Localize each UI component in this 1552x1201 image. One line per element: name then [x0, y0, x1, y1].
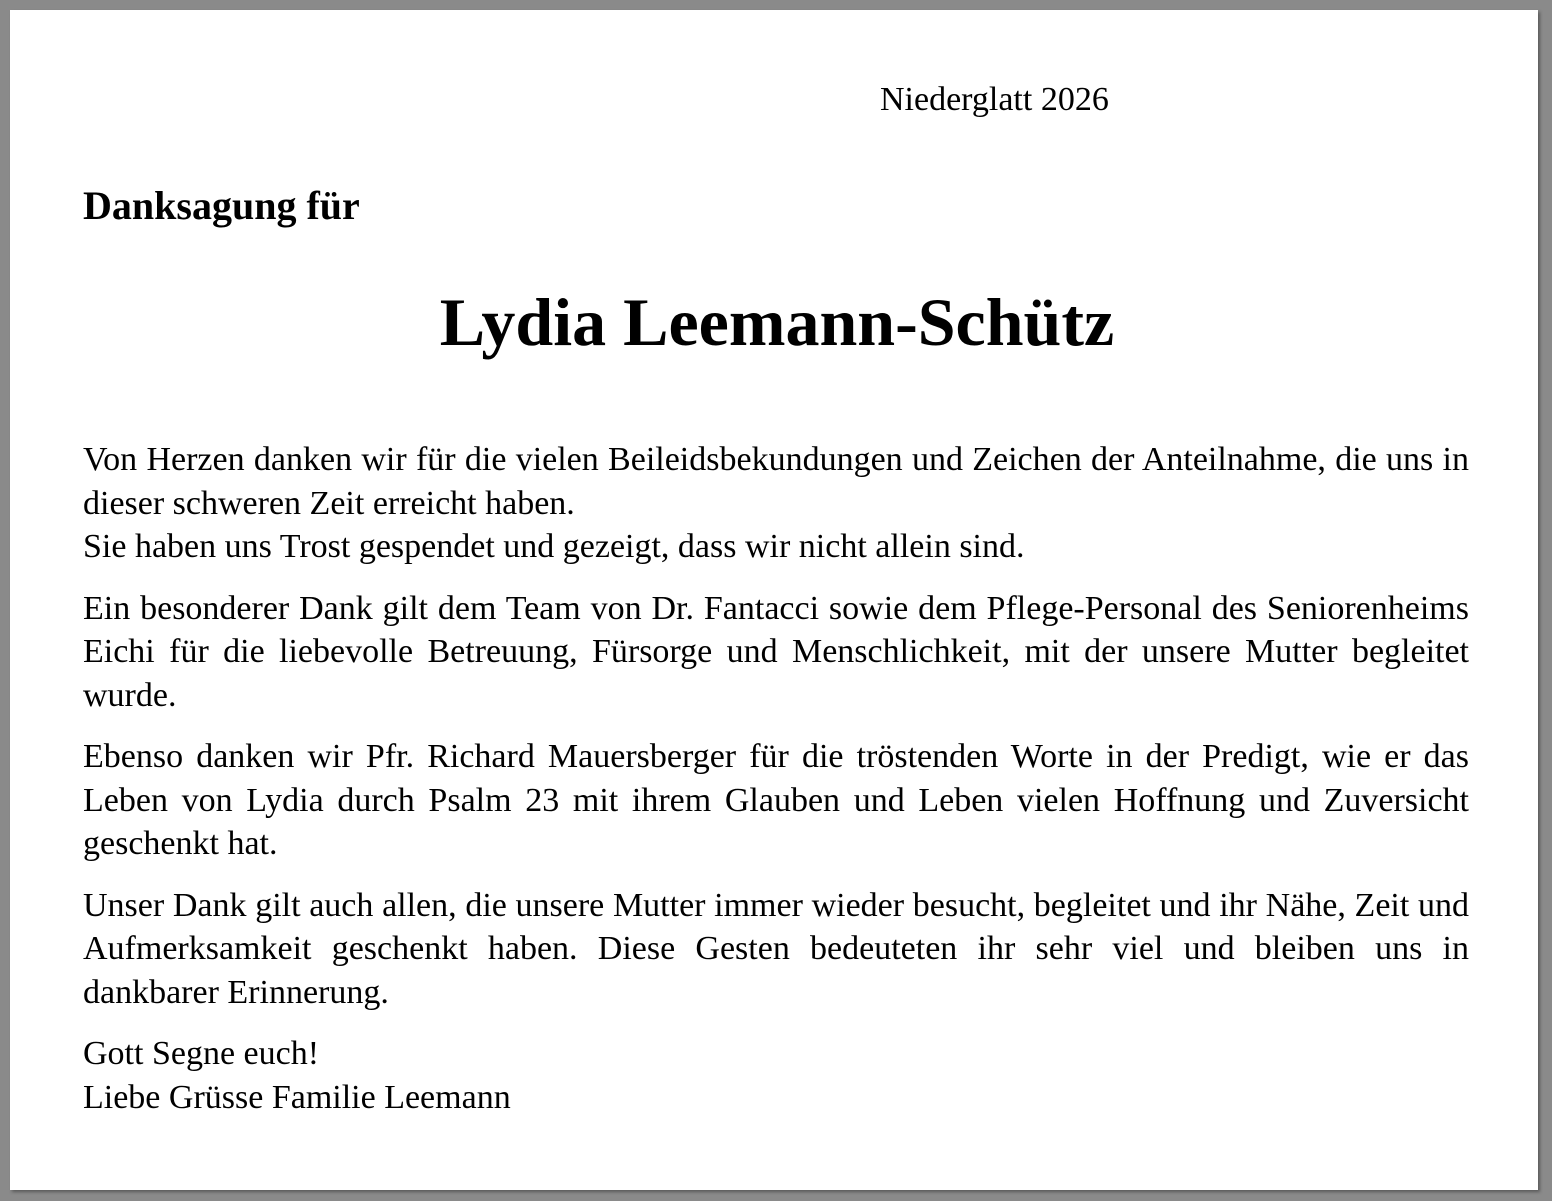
heading: Danksagung für — [83, 183, 360, 228]
paragraph-line: Ebenso danken wir Pfr. Richard Mauersberger für die tröstenden Worte in der Predigt, wie er das Leben von Lydia durch Psalm 23 mit ihrem Glauben und Leben vielen Hoffnung und Zuversicht geschenkt hat. — [83, 738, 1469, 862]
paragraph-visitors — [83, 884, 1469, 1015]
deceased-name: Lydia Leemann-Schütz — [439, 284, 1115, 360]
closing — [83, 1032, 1469, 1119]
closing-blessing: Gott Segne euch! — [83, 1035, 320, 1072]
place-date: Niederglatt 2026 — [880, 81, 1109, 118]
paragraph-condolences — [83, 438, 1469, 569]
document-page — [10, 10, 1538, 1190]
closing-signature: Liebe Grüsse Familie Leemann — [83, 1078, 511, 1116]
paragraph-line: Von Herzen danken wir für die vielen Beileidsbekundungen und Zeichen der Anteilnahme, die uns in dieser schweren Zeit erreicht haben. — [83, 441, 1469, 522]
paragraph-line: Ein besonderer Dank gilt dem Team von Dr. Fantacci sowie dem Pflege-Personal des Seniorenheims Eichi für die liebevolle Betreuung, Fürsorge und Menschlichkeit, mit der unsere Mutter begleitet wurde. — [83, 589, 1469, 714]
letter-body — [83, 438, 1469, 1137]
paragraph-pastor — [83, 735, 1469, 866]
paragraph-line: Unser Dank gilt auch allen, die unsere Mutter immer wieder besucht, begleitet und ihr Nähe, Zeit und Aufmerksamkeit geschenkt haben. Diese Gesten bedeuteten ihr sehr viel und bleiben uns in dankbarer Erinnerung. — [83, 886, 1469, 1011]
paragraph-line: Sie haben uns Trost gespendet und gezeigt, dass wir nicht allein sind. — [83, 528, 1025, 565]
paragraph-care-team — [83, 587, 1469, 718]
